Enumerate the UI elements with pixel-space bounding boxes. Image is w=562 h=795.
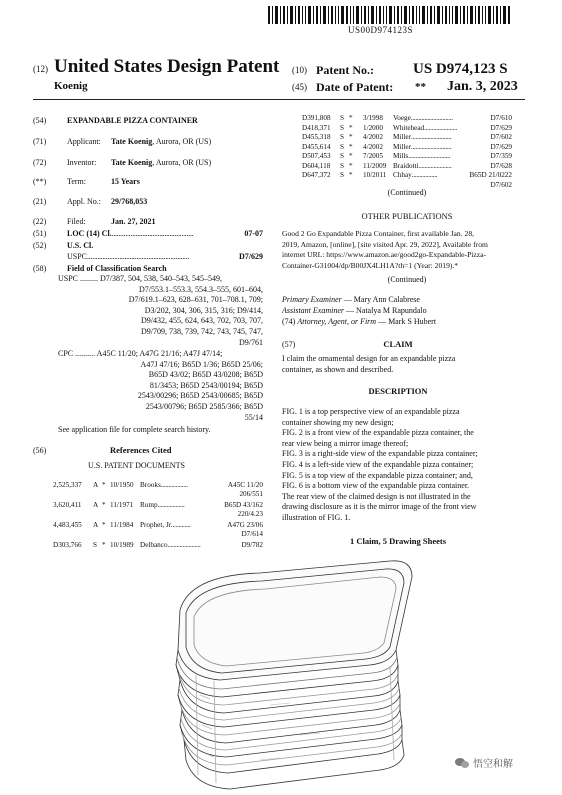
patent-number: US D974,123 S xyxy=(413,61,508,77)
cpc-line: 55/14 xyxy=(244,412,263,422)
description-heading: DESCRIPTION xyxy=(368,386,428,396)
cpc-line: 2543/00296; B65D 2543/00685; B65D xyxy=(137,391,263,401)
watermark-text: 悟空和解 xyxy=(473,759,513,770)
cpc-line: CPC .......... A45C 11/20; A47G 21/16; A47J 47/14; xyxy=(58,349,223,358)
field-56-number: (56) xyxy=(33,446,47,455)
uspc-line: USPC ......... D7/387, 504, 538, 540–543, 545–549, xyxy=(58,274,223,283)
chat-bubble-icon xyxy=(455,757,469,769)
primary-examiner: Primary Examiner — Mary Ann Calabrese xyxy=(282,295,420,304)
field-22: (22) Filed: Jan. 27, 2021 xyxy=(33,217,156,226)
attorney-agent: (74) Attorney, Agent, or Firm — Mark S Hubert xyxy=(282,317,437,326)
reference-row: D303,766 S * 10/1989 Delbanco ...................... D9/782 xyxy=(53,541,263,549)
patent-number-label: Patent No.: xyxy=(316,63,374,77)
continued-label: (Continued) xyxy=(387,188,427,197)
title-field: EXPANDABLE PIZZA CONTAINER xyxy=(67,116,198,125)
publication-line: 2019, Amazon, [online], [site visited Apr. 29, 2022], Available from xyxy=(282,239,488,249)
right-reference-list xyxy=(302,113,512,190)
reference-row: 2,525,337 A * 10/1950 Brooks .................. A45C 11/20 206/551 xyxy=(53,481,263,498)
reference-row: D604,118 S * 11/2009 Braidotti ...................... D7/628 xyxy=(302,161,512,170)
inventor-short-name: Koenig xyxy=(54,80,88,92)
publication-line: Container-G31004/dp/B00JX4LH1A?th=1 (Year: 2019).* xyxy=(282,260,459,270)
continued-label: (Continued) xyxy=(387,275,427,284)
description-line: container showing my new design; xyxy=(282,417,394,427)
reference-row: D455,318 S * 4/2002 Miller ........................... D7/602 xyxy=(302,133,512,141)
pizza-container-drawing xyxy=(150,555,430,790)
header-rule xyxy=(33,99,525,100)
description-line: FIG. 3 is a right-side view of the expandable pizza container; xyxy=(282,449,478,459)
field-52-uspc: USPC............................................................ D7/629 xyxy=(67,252,263,261)
date-of-patent: Jan. 3, 2023 xyxy=(447,79,518,94)
code-45: (45) xyxy=(292,82,307,92)
us-patent-documents-heading: U.S. PATENT DOCUMENTS xyxy=(88,461,185,470)
claim-heading: CLAIM xyxy=(383,339,413,349)
description-line: FIG. 2 is a front view of the expandable pizza container, the xyxy=(282,428,474,438)
reference-row: 3,620,411 A * 11/1971 Rump .................. B65D 43/162 220/4.23 xyxy=(53,501,263,518)
references-cited-heading: References Cited xyxy=(110,445,172,455)
search-history-note: See application file for complete search history. xyxy=(58,425,211,434)
reference-row: 4,483,455 A * 11/1984 Prophet, Jr. ............ A47G 23/06 D7/614 xyxy=(53,521,263,538)
code-12: (12) xyxy=(33,64,48,74)
cpc-line: B65D 43/02; B65D 43/0208; B65D xyxy=(148,370,263,380)
claims-and-sheets: 1 Claim, 5 Drawing Sheets xyxy=(349,536,447,546)
description-text xyxy=(282,407,514,524)
reference-row: D391,808 S * 3/1998 Voege ............................ D7/610 xyxy=(302,114,512,122)
reference-row: D455,614 S * 4/2002 Miller ........................... D7/629 xyxy=(302,142,512,151)
cpc-line: 81/3453; B65D 2543/00194; B65D xyxy=(149,380,263,390)
uspc-line: D7/553.1–553.3, 554.3–555, 601–604, xyxy=(139,284,263,294)
field-72: (72) Inventor: Tate Koenig, Aurora, OR (US) xyxy=(33,158,212,167)
cpc-line: 2543/00796; B65D 2585/366; B65D xyxy=(145,401,263,411)
publication-line: internet URL: https://www.amazon.ae/good2go-Expandable-Pizza- xyxy=(282,250,487,259)
field-71: (71) Applicant: Tate Koenig, Aurora, OR (US) xyxy=(33,137,212,146)
uspc-line: D9/761 xyxy=(239,337,263,347)
field-21: (21) Appl. No.: 29/768,053 xyxy=(33,197,148,206)
reference-row: D647,372 S * 10/2011 Chhay ................. B65D 21/0222 xyxy=(302,171,512,179)
pizza-container-figure xyxy=(150,555,430,790)
uspc-line: D9/432, 455, 624, 643, 702, 703, 707, xyxy=(141,316,263,326)
uspc-classification xyxy=(58,274,263,348)
description-line: FIG. 1 is a top perspective view of an expandable pizza xyxy=(282,407,460,416)
cpc-line: A47J 47/16; B65D 1/36; B65D 25/06; xyxy=(140,359,263,369)
claim-line: I claim the ornamental design for an expandable pizza xyxy=(282,354,456,363)
reference-row: D507,453 S * 7/2005 Mills ............................ D7/359 xyxy=(302,152,512,160)
other-publications-heading: OTHER PUBLICATIONS xyxy=(361,211,453,221)
description-line: rear view being a mirror image thereof; xyxy=(282,438,409,448)
code-10: (10) xyxy=(292,65,307,75)
description-line: FIG. 5 is a top view of the expandable pizza container; and, xyxy=(282,470,473,480)
description-line: FIG. 4 is a left-side view of the expandable pizza container; xyxy=(282,459,474,469)
field-51: (51) LOC (14) Cl................................................. 07-07 xyxy=(33,229,263,238)
watermark xyxy=(455,755,513,770)
uspc-line: D7/619.1–623, 628–631, 701–708.1, 709; xyxy=(128,295,263,305)
description-line: The rear view of the claimed design is not illustrated in the xyxy=(282,491,471,501)
field-54: (54) EXPANDABLE PIZZA CONTAINER xyxy=(33,116,198,125)
barcode-graphic xyxy=(268,6,510,24)
barcode-number: US00D974123S xyxy=(348,25,414,35)
field-57: (57) xyxy=(282,340,296,349)
field-58: (58) Field of Classification Search xyxy=(33,264,167,273)
document-title: United States Design Patent xyxy=(54,56,280,77)
claim-text xyxy=(282,353,514,375)
other-publications-text xyxy=(282,229,514,271)
claim-line: container, as shown and described. xyxy=(282,365,394,374)
description-line: illustration of FIG. 1. xyxy=(282,512,351,522)
term-star-marker: ** xyxy=(415,81,426,93)
field-52: (52) U.S. Cl. xyxy=(33,241,94,250)
reference-row-tail: D7/602 xyxy=(490,180,512,189)
date-of-patent-label: Date of Patent: xyxy=(316,80,394,94)
field-term: (**) Term: 15 Years xyxy=(33,177,140,186)
assistant-examiner: Assistant Examiner — Natalya M Rapundalo xyxy=(282,306,427,315)
uspc-line: D9/709, 738, 739, 742, 743, 745, 747, xyxy=(141,326,263,336)
publication-line: Good 2 Go Expandable Pizza Container, first available Jan. 28, xyxy=(282,229,475,238)
description-line: drawing disclosure as it is the mirror image of the front view xyxy=(282,502,477,512)
description-line: FIG. 6 is a bottom view of the expandable pizza container. xyxy=(282,481,470,491)
uspc-line: D3/202, 304, 306, 315, 316; D9/414, xyxy=(144,305,263,315)
reference-row: D418,371 S * 1/2000 Whitehead ...................... D7/629 xyxy=(302,123,512,132)
left-reference-list xyxy=(53,480,263,552)
barcode xyxy=(268,6,510,24)
cpc-classification xyxy=(58,349,263,423)
